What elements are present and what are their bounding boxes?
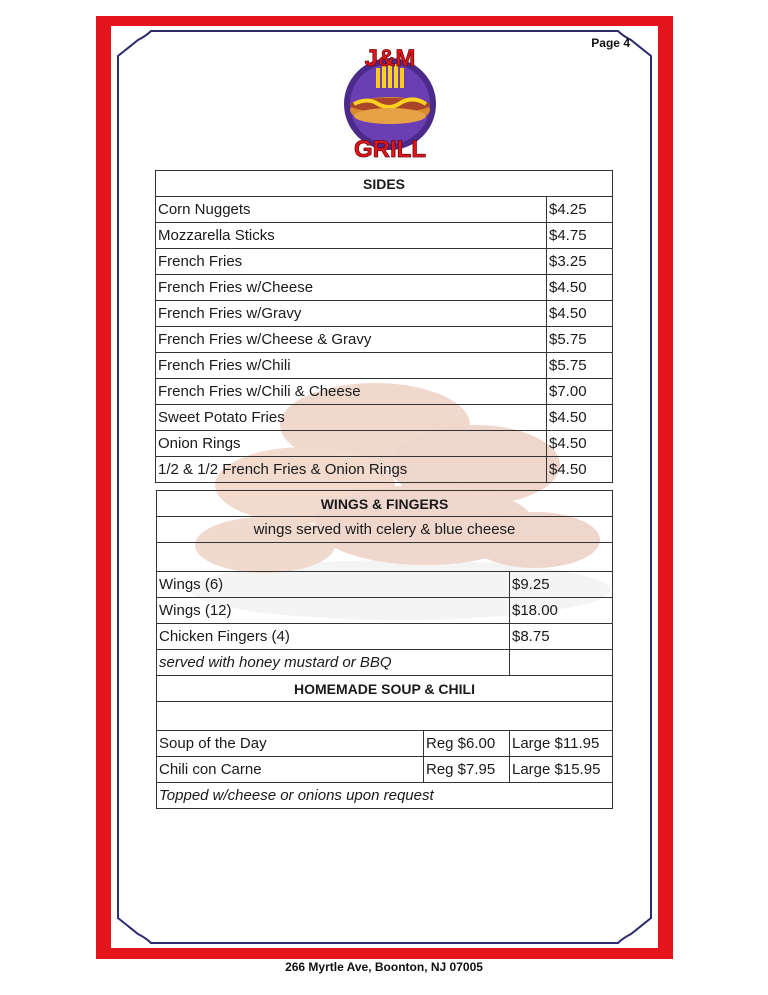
item-price: $4.50: [547, 405, 613, 431]
item-price: $5.75: [547, 327, 613, 353]
menu-row: [156, 405, 613, 431]
blank-row: [157, 702, 613, 731]
svg-text:GRILL: GRILL: [354, 136, 426, 162]
item-reg-price: Reg $7.95: [424, 757, 510, 783]
item-price: $4.50: [547, 275, 613, 301]
item-name: Onion Rings: [156, 431, 547, 457]
item-price: $4.75: [547, 223, 613, 249]
menu-row: [157, 731, 613, 757]
menu-row: [157, 624, 613, 650]
menu-row: [156, 327, 613, 353]
item-price: $4.25: [547, 197, 613, 223]
menu-row: [156, 379, 613, 405]
wings-note: served with honey mustard or BBQ: [157, 650, 510, 676]
item-reg-price: Reg $6.00: [424, 731, 510, 757]
svg-text:J&M: J&M: [364, 45, 416, 72]
blank-row: [157, 543, 613, 572]
item-price: $3.25: [547, 249, 613, 275]
menu-row: [156, 457, 613, 483]
item-name: Chili con Carne: [157, 757, 424, 783]
item-name: French Fries w/Chili & Cheese: [156, 379, 547, 405]
wings-subtitle: wings served with celery & blue cheese: [157, 517, 613, 543]
item-name: French Fries w/Chili: [156, 353, 547, 379]
item-name: French Fries: [156, 249, 547, 275]
wings-title: WINGS & FINGERS: [157, 491, 613, 517]
sides-table: [155, 170, 613, 483]
item-name: 1/2 & 1/2 French Fries & Onion Rings: [156, 457, 547, 483]
item-name: Wings (12): [157, 598, 510, 624]
item-name: French Fries w/Cheese & Gravy: [156, 327, 547, 353]
item-large-price: Large $15.95: [510, 757, 613, 783]
item-price: $4.50: [547, 431, 613, 457]
menu-row: [157, 598, 613, 624]
item-name: Wings (6): [157, 572, 510, 598]
item-name: Mozzarella Sticks: [156, 223, 547, 249]
jm-grill-logo: [338, 42, 442, 162]
item-price: $5.75: [547, 353, 613, 379]
menu-row: [156, 249, 613, 275]
item-price: $7.00: [547, 379, 613, 405]
footer-address: 266 Myrtle Ave, Boonton, NJ 07005: [285, 960, 483, 974]
empty-cell: [510, 650, 613, 676]
menu-row: [157, 572, 613, 598]
item-name: Corn Nuggets: [156, 197, 547, 223]
menu-row: [156, 197, 613, 223]
menu-row: [156, 431, 613, 457]
item-name: Soup of the Day: [157, 731, 424, 757]
sides-title: SIDES: [156, 171, 613, 197]
item-price: $9.25: [510, 572, 613, 598]
menu-row: [156, 301, 613, 327]
menu-row: [157, 757, 613, 783]
soup-title: HOMEMADE SOUP & CHILI: [157, 676, 613, 702]
menu-row: [156, 353, 613, 379]
item-name: French Fries w/Gravy: [156, 301, 547, 327]
item-price: $8.75: [510, 624, 613, 650]
page-number: Page 4: [591, 36, 630, 50]
menu-row: [156, 223, 613, 249]
item-name: Chicken Fingers (4): [157, 624, 510, 650]
item-price: $4.50: [547, 301, 613, 327]
item-name: French Fries w/Cheese: [156, 275, 547, 301]
item-large-price: Large $11.95: [510, 731, 613, 757]
soup-note: Topped w/cheese or onions upon request: [157, 783, 613, 809]
item-price: $4.50: [547, 457, 613, 483]
item-name: Sweet Potato Fries: [156, 405, 547, 431]
item-price: $18.00: [510, 598, 613, 624]
wings-soup-table: [156, 490, 613, 809]
menu-row: [156, 275, 613, 301]
